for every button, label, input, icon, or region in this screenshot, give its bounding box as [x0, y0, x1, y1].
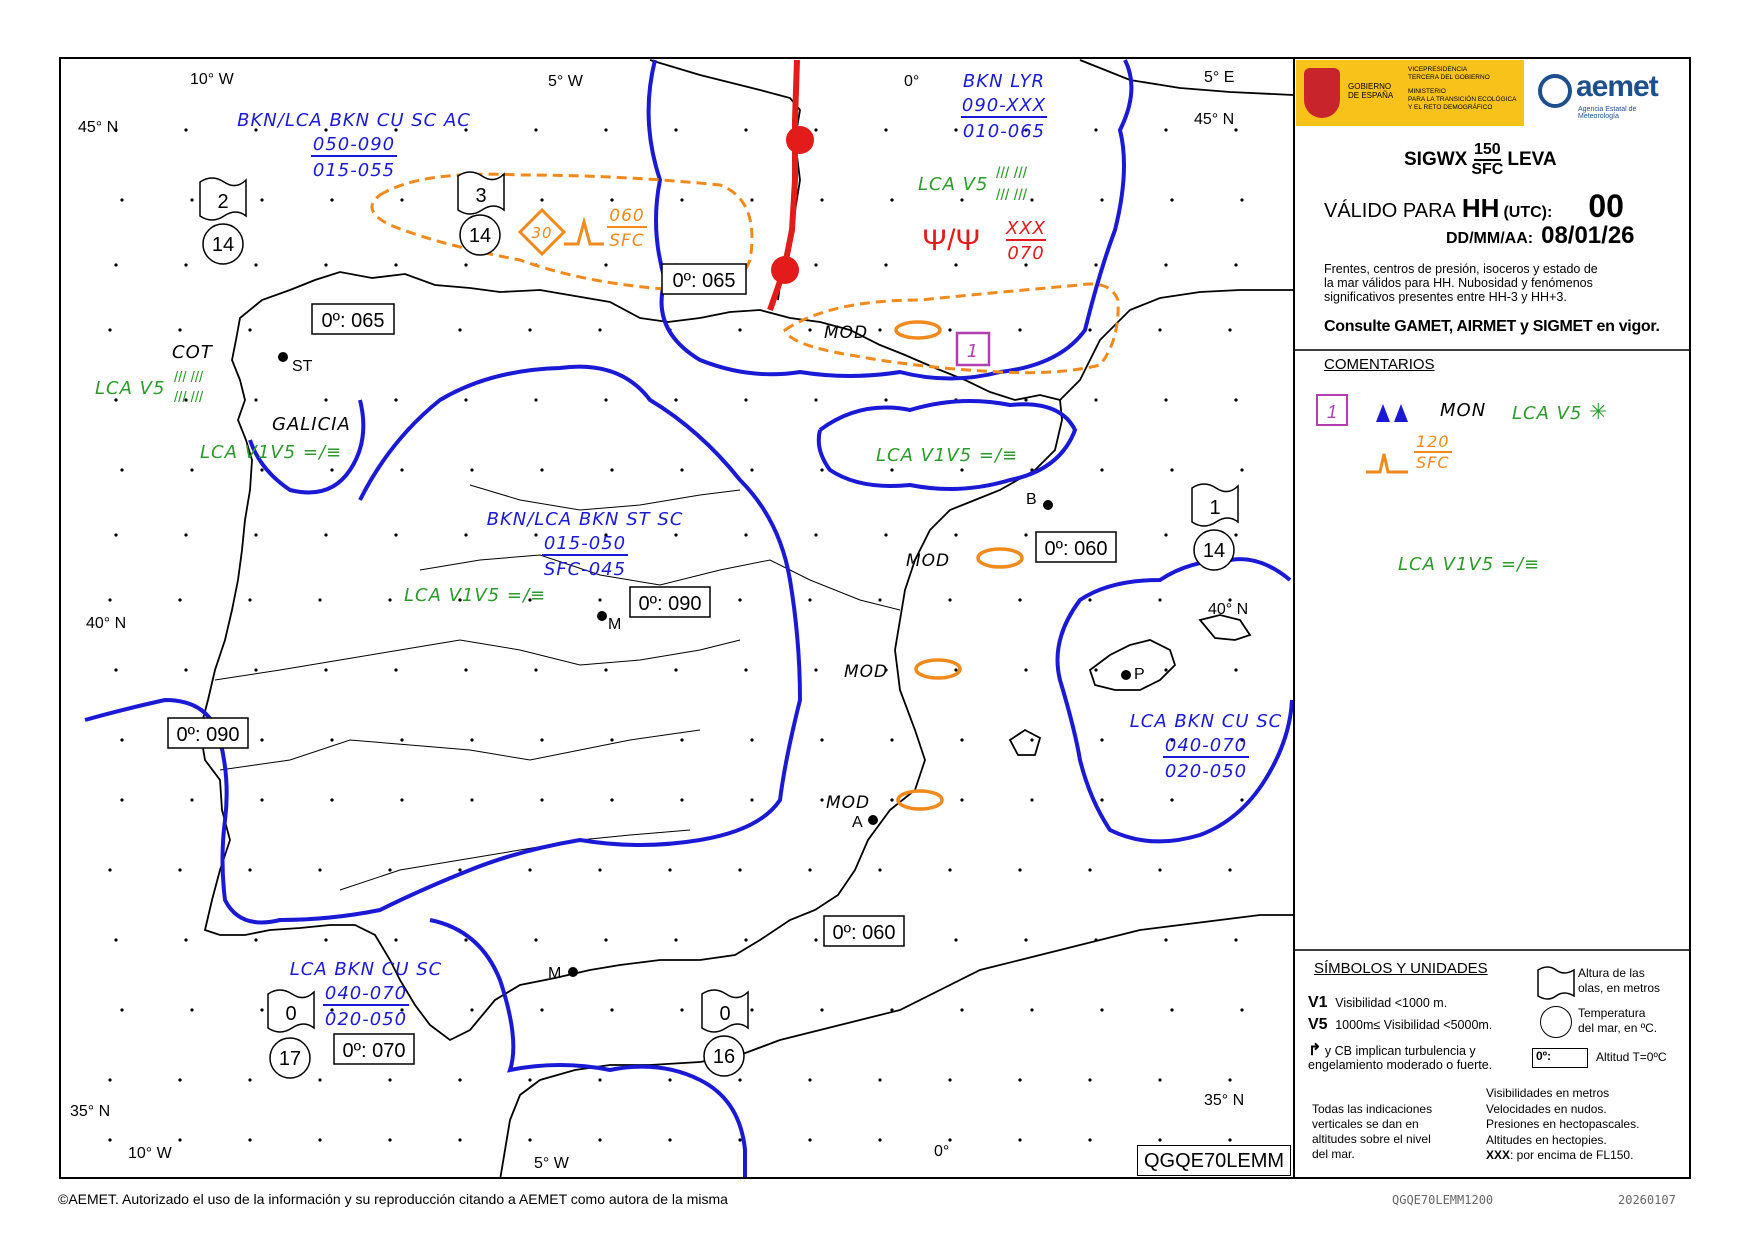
- wave-height-icon: [1536, 966, 1576, 1000]
- aemet-emblem-icon: [1538, 74, 1572, 108]
- comment-box-1: 1: [1316, 394, 1348, 426]
- cloud-center-top: 015-050: [543, 533, 627, 554]
- temp-sw: 17: [278, 1048, 302, 1070]
- min-line-2: PARA LA TRANSICIÓN ECOLÓGICA: [1408, 96, 1517, 103]
- comments-title: COMENTARIOS: [1324, 356, 1435, 373]
- mod-3: MOD: [844, 662, 889, 682]
- valid-utc: (UTC):: [1503, 204, 1553, 221]
- legend-title: SÍMBOLOS Y UNIDADES: [1314, 960, 1488, 977]
- temp-label-2: del mar, en ºC.: [1578, 1021, 1658, 1035]
- xxx-text: : por encima de FL150.: [1510, 1148, 1634, 1162]
- sigwx-title: [1404, 138, 1557, 182]
- ne-cb-top: XXX: [1006, 218, 1046, 239]
- note-line-3: significativos presentes entre HH-3 y HH+3.: [1324, 290, 1567, 304]
- cloud-ne-title: BKN LYR: [962, 71, 1046, 92]
- vertical-note-4: del mar.: [1312, 1147, 1355, 1161]
- ne-cb-bottom: 070: [1007, 243, 1045, 264]
- date-value: 08/01/26: [1541, 222, 1635, 249]
- lon-5w-bottom: 5° W: [534, 1155, 569, 1172]
- temp-label-1: Temperatura: [1578, 1006, 1646, 1020]
- cloud-boundaries: [85, 60, 1292, 1178]
- vice-line-1: VICEPRESIDENCIA: [1408, 66, 1468, 73]
- v5-text: 1000m≤ Visibilidad <5000m.: [1335, 1018, 1493, 1032]
- cb-text-2: engelamiento moderado o fuerte.: [1308, 1058, 1493, 1072]
- cloud-bal-top: 040-070: [1164, 735, 1248, 756]
- sigwx-top-level: 150: [1474, 141, 1501, 161]
- consult-note: Consulte GAMET, AIRMET y SIGMET en vigor.: [1324, 318, 1660, 335]
- cb-turbulence-icon: Ψ/Ψ: [922, 224, 981, 257]
- wave-nw: 2: [217, 191, 229, 213]
- center-lca: LCA V1V5 =/≡: [404, 585, 547, 606]
- wave-alb: 0: [719, 1003, 731, 1025]
- warm-front-symbol: [771, 256, 799, 284]
- gal-cot: COT: [172, 342, 213, 363]
- lon-0-bottom: 0°: [934, 1143, 950, 1160]
- vertical-note-3: altitudes sobre el nivel: [1312, 1132, 1431, 1146]
- iso-se: 0º: 060: [832, 922, 896, 944]
- place-st: ST: [292, 358, 313, 375]
- sigwx-suffix: LEVA: [1507, 149, 1557, 170]
- region-galicia: GALICIA: [272, 414, 351, 435]
- gal-lca-v5: LCA V5: [95, 378, 166, 399]
- cloud-nw-bottom: 015-055: [312, 160, 396, 181]
- lon-5w-top: 5° W: [548, 73, 583, 90]
- cloud-ne-top: 090-XXX: [961, 95, 1047, 116]
- mod-1: MOD: [824, 323, 869, 343]
- iso-west: 0º: 090: [176, 724, 240, 746]
- map-comment-box: 1: [966, 341, 980, 362]
- comment-lca-line: LCA V1V5 =/≡: [1398, 554, 1541, 575]
- biscay-bottom: SFC: [609, 231, 645, 251]
- drizzle-icon: /// ///: [174, 369, 204, 386]
- wave-bal: 1: [1209, 497, 1221, 519]
- v5-code: V5: [1308, 1016, 1328, 1033]
- gal-lca: LCA V1V5 =/≡: [200, 442, 343, 463]
- drizzle-icon: /// ///: [996, 165, 1028, 182]
- date-row: [1446, 222, 1635, 250]
- drizzle-icon: /// ///: [996, 187, 1028, 204]
- v1-code: V1: [1308, 994, 1328, 1011]
- front: [770, 60, 814, 310]
- min-line-3: Y EL RETO DEMOGRÁFICO: [1408, 104, 1493, 111]
- drizzle-icon: /// ///: [174, 389, 204, 406]
- sea-temp-icon: [1540, 1006, 1572, 1038]
- cloud-sw-top: 040-070: [324, 983, 408, 1004]
- comments-panel: [1296, 352, 1688, 948]
- cloud-sw-title: LCA BKN CU SC: [289, 959, 443, 980]
- iso-center: 0º: 090: [638, 593, 702, 615]
- temp-bal: 14: [1202, 540, 1226, 562]
- snow-icon: ✳: [1589, 400, 1609, 425]
- footer-date: 20260107: [1618, 1193, 1676, 1207]
- cb-text: y CB implican turbulencia y: [1324, 1044, 1476, 1058]
- units-1: Visibilidades en metros: [1486, 1086, 1610, 1100]
- cloud-center-bottom: SFC-045: [543, 559, 627, 580]
- chart-code-box: QGQE70LEMM: [1137, 1145, 1291, 1176]
- lat-35n-left: 35° N: [70, 1103, 111, 1120]
- cloud-ne-bottom: 010-065: [962, 121, 1046, 142]
- iso-nw: 0º: 065: [321, 310, 385, 332]
- cloud-nw-top: 050-090: [312, 134, 396, 155]
- aemet-subtitle: Agencia Estatal de Meteorología: [1578, 106, 1637, 120]
- temp-nw: 14: [211, 234, 235, 256]
- lat-40n-left: 40° N: [86, 615, 127, 632]
- iso-south: 0º: 070: [342, 1040, 406, 1062]
- comment-mon: MON: [1440, 400, 1487, 421]
- vice-line-2: TERCERA DEL GOBIERNO: [1408, 74, 1490, 81]
- wave-label-1: Altura de las: [1578, 966, 1645, 980]
- turbulence-flag-icon: ↱: [1308, 1042, 1322, 1059]
- valid-hour: 00: [1588, 188, 1624, 224]
- min-line-1: MINISTERIO: [1408, 88, 1446, 95]
- iso-biscay: 0º: 065: [672, 270, 736, 292]
- vertical-note-1: Todas las indicaciones: [1312, 1102, 1433, 1116]
- units-3: Presiones en hectopascales.: [1486, 1117, 1640, 1131]
- lon-5e-top: 5° E: [1204, 69, 1235, 86]
- units-2: Velocidades en nudos.: [1486, 1101, 1607, 1116]
- validity-note: [1324, 262, 1684, 304]
- cloud-center-title: BKN/LCA BKN ST SC: [486, 509, 684, 530]
- valid-row: [1324, 188, 1624, 225]
- lon-0-top: 0°: [904, 73, 920, 90]
- biscay-num: 30: [531, 224, 553, 242]
- iso-box-example: 0º:: [1532, 1048, 1588, 1068]
- temp-biscay: 14: [468, 225, 492, 247]
- note-line-1: Frentes, centros de presión, isoceros y estado de: [1324, 262, 1598, 276]
- lon-10w-bottom: 10° W: [128, 1145, 172, 1162]
- mod-2: MOD: [906, 551, 951, 571]
- wave-label-2: olas, en metros: [1578, 981, 1661, 995]
- units-4: Altitudes en hectopies.: [1486, 1132, 1607, 1147]
- valid-label: VÁLIDO PARA: [1324, 200, 1456, 222]
- comment-bottom-level: SFC: [1416, 453, 1450, 472]
- iso-ebro: 0º: 060: [1044, 538, 1108, 560]
- icing-level-icon: [1364, 448, 1410, 476]
- mountain-obscuration-icon: [1374, 400, 1410, 424]
- aemet-wordmark: aemet: [1576, 70, 1658, 103]
- sigwx-bottom-level: SFC: [1471, 161, 1504, 178]
- gov-line-2: DE ESPAÑA: [1348, 91, 1394, 100]
- wave-sw: 0: [285, 1003, 297, 1025]
- coat-of-arms-icon: [1304, 68, 1340, 118]
- cloud-bal-bottom: 020-050: [1164, 761, 1248, 782]
- vertical-note-2: verticales se dan en: [1312, 1117, 1419, 1131]
- comment-lca-v5: LCA V5: [1512, 403, 1583, 424]
- lat-45n-left: 45° N: [78, 119, 119, 136]
- date-label: DD/MM/AA:: [1446, 230, 1534, 247]
- comment-top-level: 120: [1416, 432, 1450, 451]
- cloud-nw-title: BKN/LCA BKN CU SC AC: [237, 110, 471, 131]
- legend-panel: [1296, 952, 1688, 1177]
- sigwx-prefix: SIGWX: [1404, 149, 1468, 170]
- place-madrid: M: [608, 616, 622, 633]
- ebro-lca: LCA V1V5 =/≡: [876, 445, 1019, 466]
- header-panel: [1296, 60, 1688, 348]
- cloud-bal-title: LCA BKN CU SC: [1129, 711, 1283, 732]
- biscay-top: 060: [609, 206, 645, 226]
- wave-biscay: 3: [475, 185, 487, 207]
- lat-45n-right: 45° N: [1194, 111, 1235, 128]
- lon-10w-top: 10° W: [190, 71, 234, 88]
- lat-35n-right: 35° N: [1204, 1092, 1245, 1109]
- temp-alb: 16: [712, 1046, 736, 1068]
- cloud-sw-bottom: 020-050: [324, 1009, 408, 1030]
- place-palma: P: [1134, 666, 1145, 683]
- place-malaga: M: [548, 965, 562, 982]
- aemet-logo: [1538, 68, 1678, 118]
- xxx-code: XXX: [1486, 1148, 1511, 1162]
- copyright: ©AEMET. Autorizado el uso de la información y su reproducción citando a AEMET como autora de la misma: [58, 1191, 728, 1207]
- gov-line-1: GOBIERNO: [1348, 82, 1392, 91]
- place-alicante: A: [852, 814, 863, 831]
- iso-label: Altitud T=0ºC: [1596, 1050, 1667, 1064]
- mod-4: MOD: [826, 793, 871, 813]
- lat-40n-right: 40° N: [1208, 601, 1249, 618]
- v1-text: Visibilidad <1000 m.: [1335, 996, 1448, 1010]
- valid-hh: HH: [1461, 193, 1500, 223]
- warm-front-symbol: [786, 126, 814, 154]
- ne-lca: LCA V5: [918, 174, 989, 195]
- spain-gov-logo: [1296, 60, 1524, 126]
- icing-level-icon: [564, 222, 604, 244]
- note-line-2: la mar válidos para HH. Nubosidad y fenómenos: [1324, 276, 1593, 290]
- footer-code: QGQE70LEMM1200: [1392, 1193, 1494, 1207]
- place-barcelona: B: [1026, 491, 1037, 508]
